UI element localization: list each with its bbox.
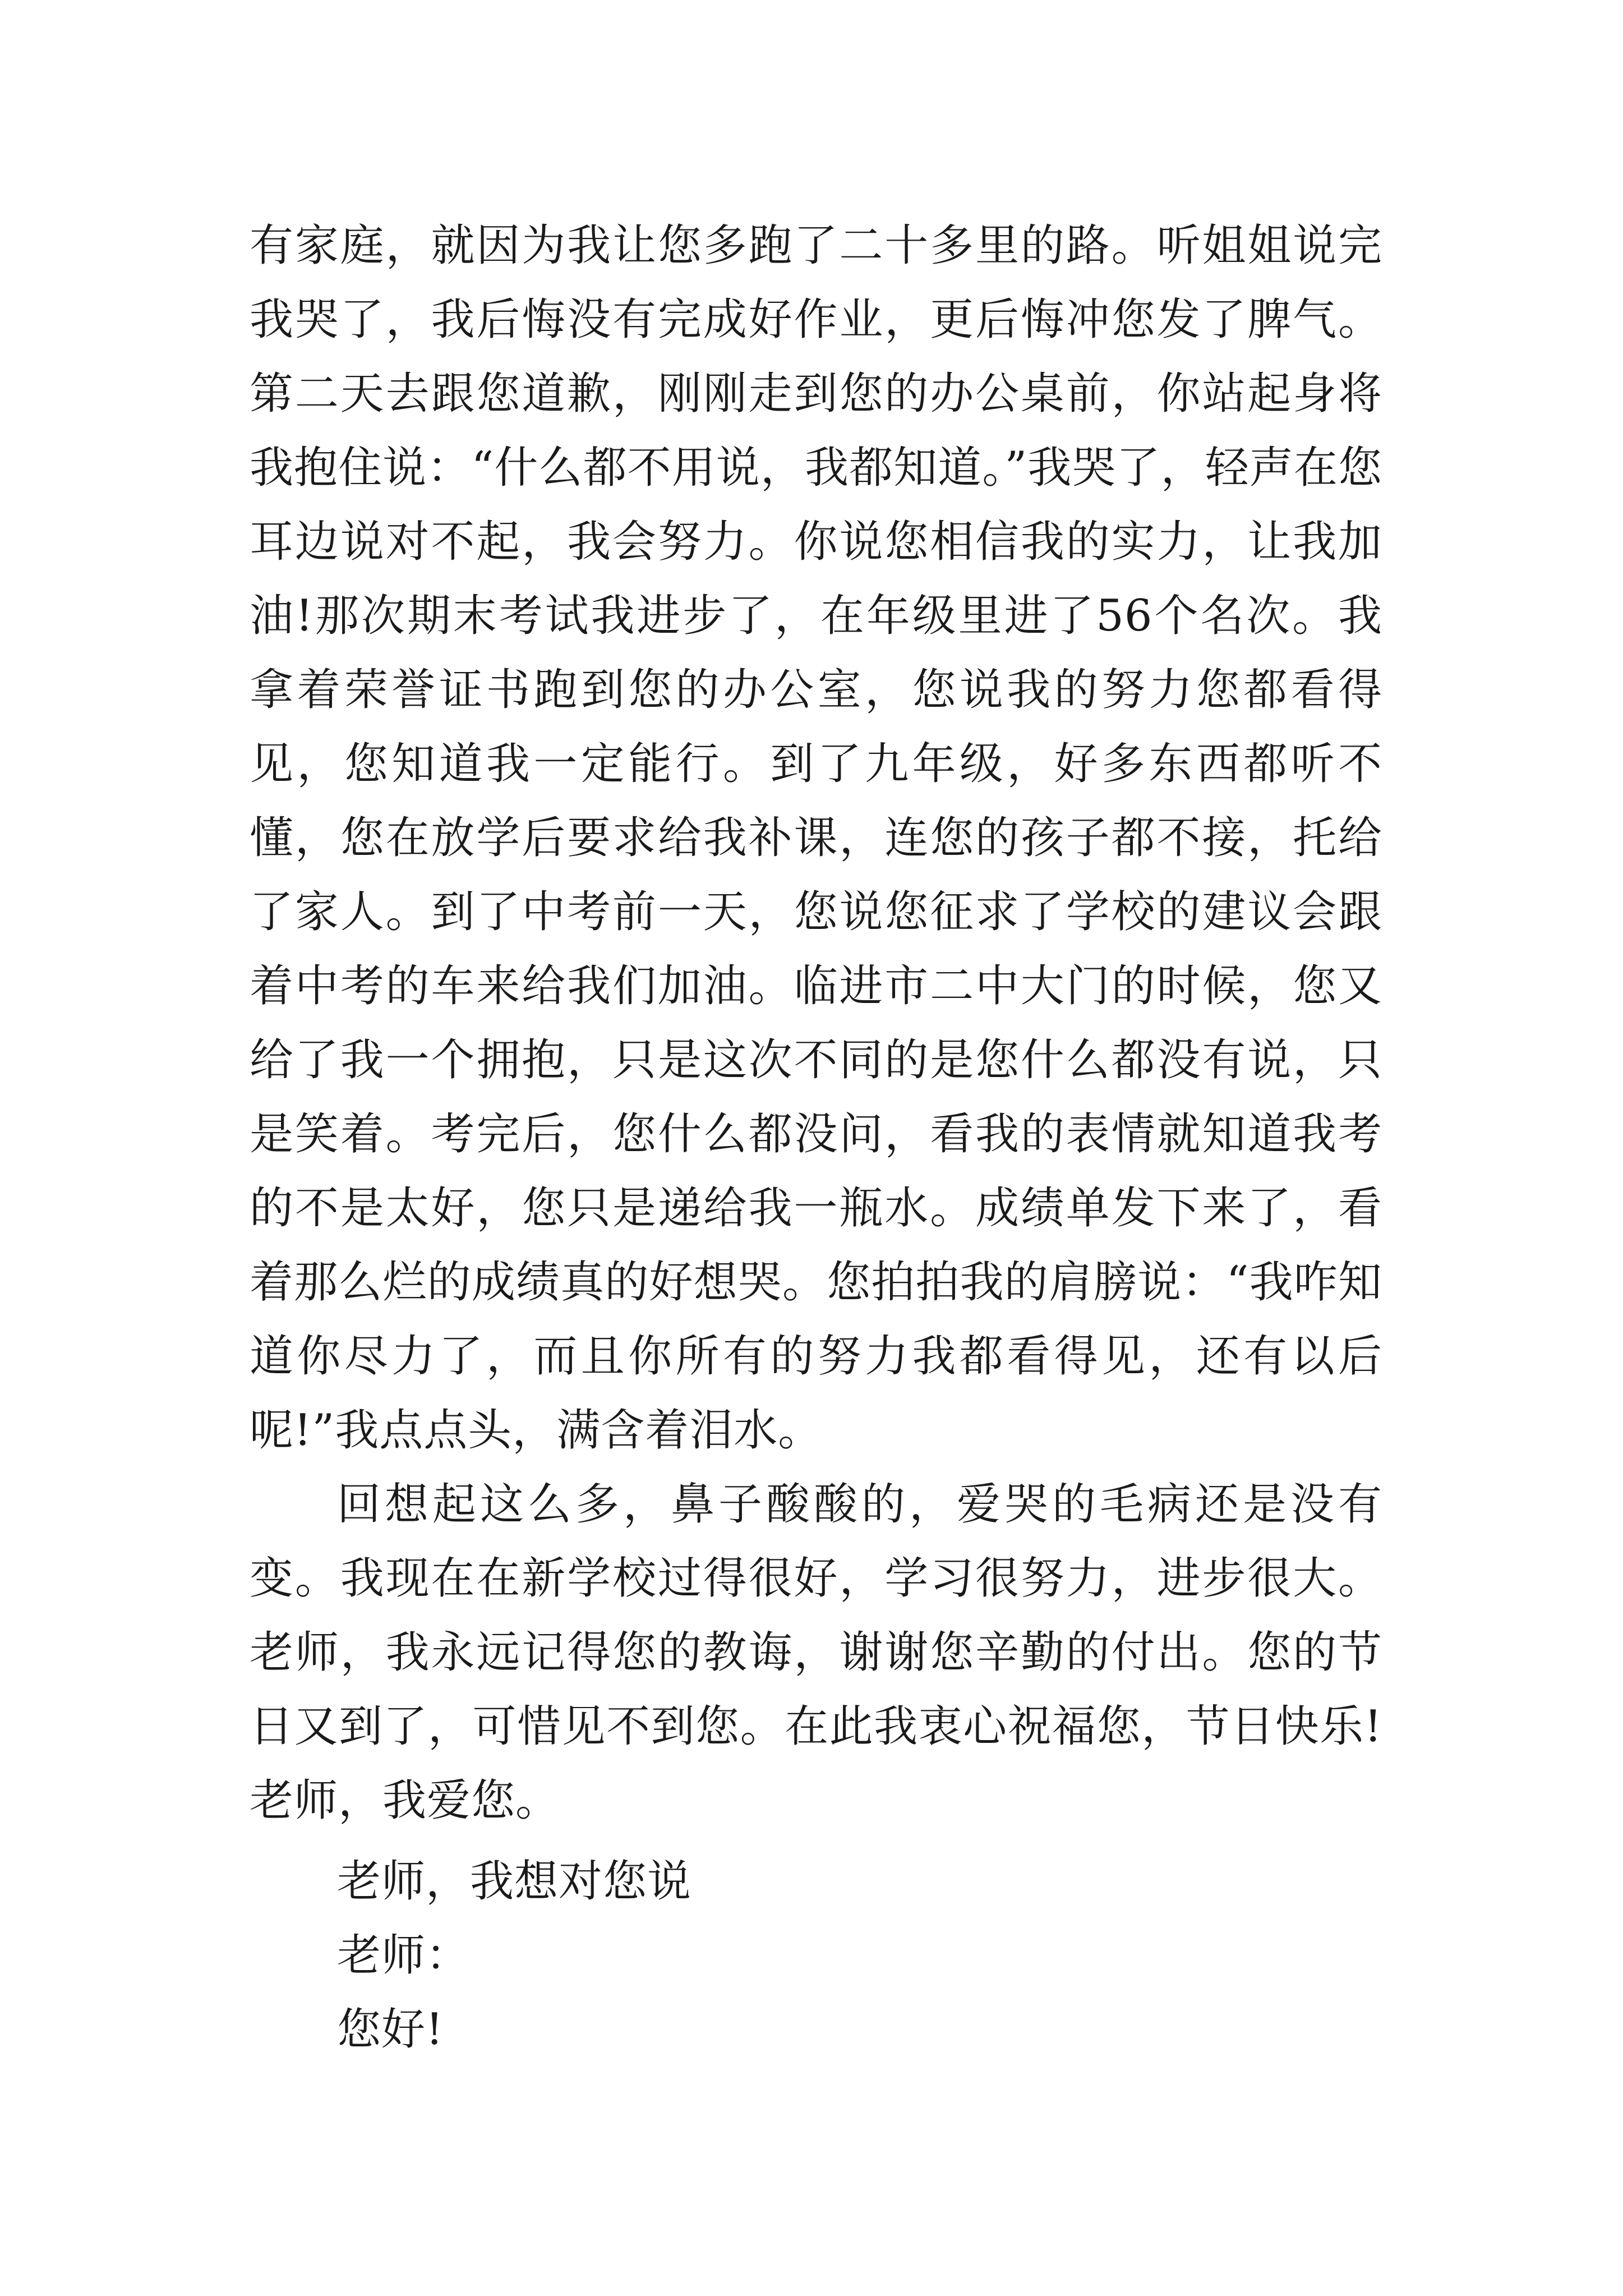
paragraph-reflection: 回想起这么多，鼻子酸酸的，爱哭的毛病还是没有变。我现在在新学校过得很好，学习很努力，进步很大。老师，我永远记得您的教诲，谢谢您辛勤的付出。您的节日又到了，可惜见不到您。在此我衷心祝福您，节日快乐!老师，我爱您。 bbox=[250, 1479, 1382, 1826]
paragraph-continued: 有家庭，就因为我让您多跑了二十多里的路。听姐姐说完我哭了，我后悔没有完成好作业，更后悔冲您发了脾气。第二天去跟您道歉，刚刚走到您的办公桌前，你站起身将我抱住说：“什么都不用说，我都知道。”我哭了，轻声在您耳边说对不起，我会努力。你说您相信我的实力，让我加油!那次期末考试我进步了，在年级里进了56个名次。我拿着荣誉证书跑到您的办公室，您说我的努力您都看得见，您知道我一定能行。到了九年级，好多东西都听不懂，您在放学后要求给我补课，连您的孩子都不接，托给了家人。到了中考前一天，您说您征求了学校的建议会跟着中考的车来给我们加油。临进市二中大门的时候，您又给了我一个拥抱，只是这次不同的是您什么都没有说，只是笑着。考完后，您什么都没问，看我的表情就知道我考的不是太好，您只是递给我一瓶水。成绩单发下来了，看着那么烂的成绩真的好想哭。您拍拍我的肩膀说：“我咋知道你尽力了，而且你所有的努力我都看得见，还有以后呢!”我点点头，满含着泪水。 bbox=[250, 220, 1382, 1456]
letter-title: 老师，我想对您说 bbox=[337, 1856, 692, 1907]
document-body bbox=[250, 209, 1382, 2067]
letter-greeting: 您好! bbox=[337, 2004, 444, 2055]
letter-salutation: 老师： bbox=[337, 1930, 471, 1981]
